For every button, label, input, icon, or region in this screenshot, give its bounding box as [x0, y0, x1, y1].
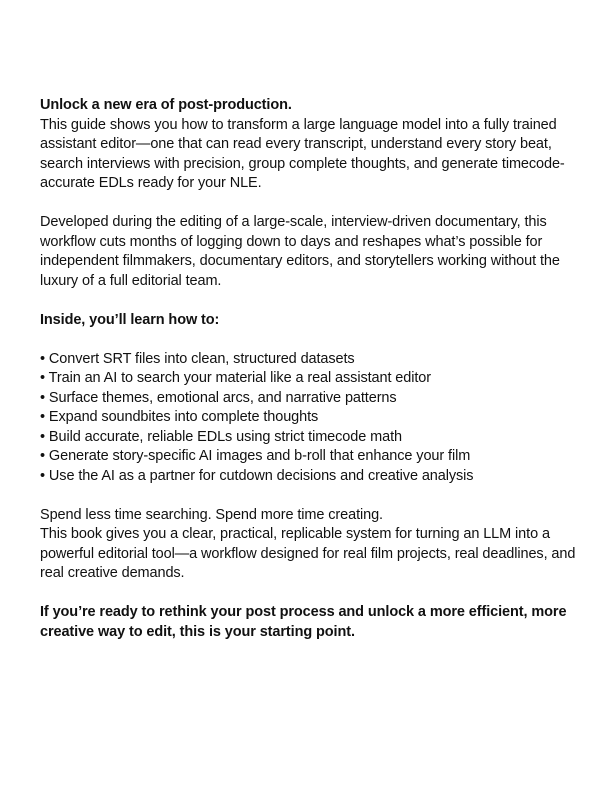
closing-section	[40, 506, 580, 584]
bullet-icon: •	[40, 467, 45, 484]
bullet-icon: •	[40, 409, 45, 425]
bullet-icon: •	[40, 448, 45, 464]
background-paragraph: Developed during the editing of a large-scale, interview-driven documentary, this workflow cuts months of logging down to days and reshapes what’s possible for independent filmmakers, documentary editors, and storytellers working without the luxury of a full editorial team.	[40, 214, 560, 289]
bullet-icon: •	[40, 370, 45, 386]
list-item-text: Expand soundbites into complete thoughts	[48, 409, 319, 425]
spacer	[40, 486, 580, 506]
list-item-text: Generate story-specific AI images and b-roll that enhance your film	[48, 448, 471, 464]
spacer	[40, 330, 580, 350]
list-item	[40, 408, 580, 428]
list-item-text: Build accurate, reliable EDLs using strict timecode math	[48, 428, 402, 445]
intro-section	[40, 96, 580, 194]
bullet-icon: •	[40, 350, 45, 367]
spacer	[40, 194, 580, 214]
list-item	[40, 369, 580, 389]
intro-body: This guide shows you how to transform a large language model into a fully trained assistant editor—one that can read every transcript, understand every story beat, search interviews with precision, group complete thoughts, and generate timecode-accurate EDLs ready for your NLE.	[40, 116, 565, 191]
list-item	[40, 389, 580, 409]
intro-headline: Unlock a new era of post-production.	[40, 97, 292, 113]
spacer	[40, 584, 580, 604]
list-item-text: Surface themes, emotional arcs, and narrative patterns	[48, 389, 397, 406]
spacer	[40, 291, 580, 311]
list-item-text: Train an AI to search your material like a real assistant editor	[48, 370, 431, 386]
list-item	[40, 428, 580, 448]
page-content	[40, 96, 580, 642]
list-item	[40, 467, 580, 487]
learn-list	[40, 350, 580, 487]
closing-body: This book gives you a clear, practical, replicable system for turning an LLM into a powerful editorial tool—a workflow designed for real film projects, real deadlines, and real creative demands.	[40, 526, 576, 581]
list-item	[40, 447, 580, 467]
bullet-icon: •	[40, 428, 45, 445]
list-item-text: Use the AI as a partner for cutdown decisions and creative analysis	[48, 467, 474, 484]
learn-heading: Inside, you’ll learn how to:	[40, 311, 220, 328]
closing-cta: If you’re ready to rethink your post process and unlock a more efficient, more creative way to edit, this is your starting point.	[40, 604, 567, 640]
list-item	[40, 350, 580, 370]
closing-tagline: Spend less time searching. Spend more time creating.	[40, 506, 383, 523]
bullet-icon: •	[40, 389, 45, 406]
list-item-text: Convert SRT files into clean, structured datasets	[48, 350, 355, 367]
